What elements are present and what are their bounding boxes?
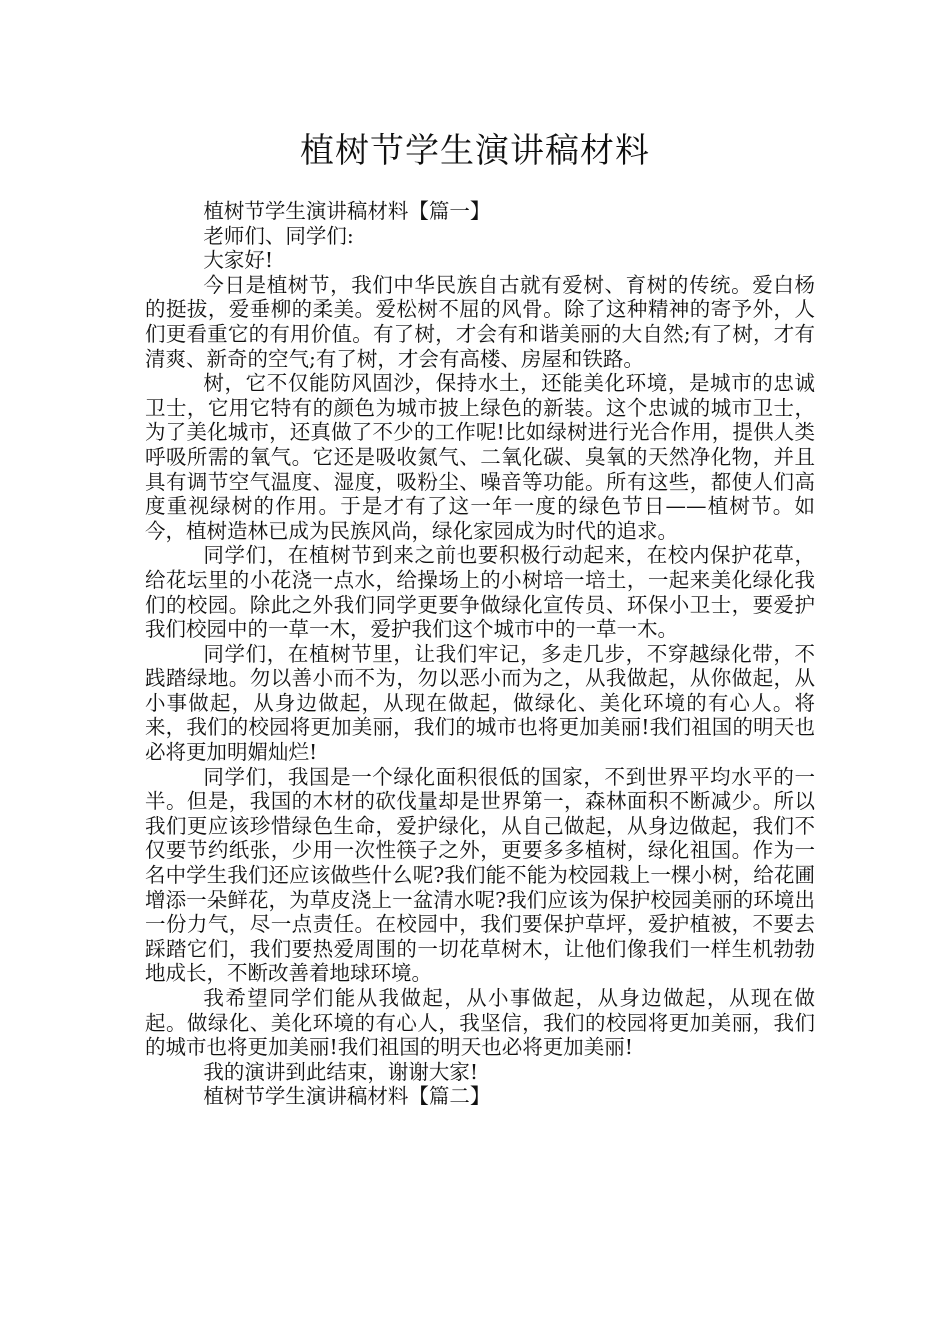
paragraph: 树，它不仅能防风固沙，保持水土，还能美化环境，是城市的忠诚卫士，它用它特有的颜色为城市披上绿色的新装。这个忠诚的城市卫士，为了美化城市，还真做了不少的工作呢!比如绿树进行光合作用，提供人类呼吸所需的氧气。它还是吸收氮气、二氧化碳、臭氧的天然净化物，并且具有调节空气温度、湿度，吸粉尘、噪音等功能。所有这些，都使人们高度重视绿树的作用。于是才有了这一年一度的绿色节日——植树节。如今，植树造林已成为民族风尚，绿化家园成为时代的追求。 xyxy=(145,371,815,543)
closing: 我的演讲到此结束，谢谢大家! xyxy=(203,1059,479,1084)
document-title: 植树节学生演讲稿材料 xyxy=(300,131,650,171)
paragraph: 我希望同学们能从我做起，从小事做起，从身边做起，从现在做起。做绿化、美化环境的有心人，我坚信，我们的校园将更加美丽，我们的城市也将更加美丽!我们祖国的明天也必将更加美丽! xyxy=(145,986,815,1060)
paragraph: 今日是植树节，我们中华民族自古就有爱树、育树的传统。爱白杨的挺拔，爱垂柳的柔美。爱松树不屈的风骨。除了这种精神的寄予外，人们更看重它的有用价值。有了树，才会有和谐美丽的大自然;有了树，才有清爽、新奇的空气;有了树，才会有高楼、房屋和铁路。 xyxy=(145,272,815,371)
section-heading-2: 植树节学生演讲稿材料【篇二】 xyxy=(203,1084,491,1109)
paragraph: 同学们，在植树节里，让我们牢记，多走几步，不穿越绿化带，不践踏绿地。勿以善小而不为，勿以恶小而为之，从我做起，从你做起，从小事做起，从身边做起，从现在做起，做绿化、美化环境的有心人。将来，我们的校园将更加美丽，我们的城市也将更加美丽!我们祖国的明天也必将更加明媚灿烂! xyxy=(145,641,815,765)
paragraph: 同学们，在植树节到来之前也要积极行动起来，在校内保护花草，给花坛里的小花浇一点水，给操场上的小树培一培土，一起来美化绿化我们的校园。除此之外我们同学更要争做绿化宣传员、环保小卫士，要爱护我们校园中的一草一木，爱护我们这个城市中的一草一木。 xyxy=(145,543,815,642)
paragraph: 同学们，我国是一个绿化面积很低的国家，不到世界平均水平的一半。但是，我国的木材的砍伐量却是世界第一，森林面积不断减少。所以我们更应该珍惜绿色生命，爱护绿化，从自己做起，从身边做起，我们不仅要节约纸张，少用一次性筷子之外，更要多多植树，绿化祖国。作为一名中学生我们还应该做些什么呢?我们能不能为校园栽上一棵小树，给花圃增添一朵鲜花，为草皮浇上一盆清水呢?我们应该为保护校园美丽的环境出一份力气，尽一点责任。在校园中，我们要保护草坪，爱护植被，不要去踩踏它们，我们要热爱周围的一切花草树木，让他们像我们一样生机勃勃地成长，不断改善着地球环境。 xyxy=(145,764,815,986)
salutation: 老师们、同学们: xyxy=(203,223,354,248)
greeting: 大家好! xyxy=(203,248,274,273)
document-body xyxy=(145,199,815,1109)
section-heading-1: 植树节学生演讲稿材料【篇一】 xyxy=(203,199,491,223)
